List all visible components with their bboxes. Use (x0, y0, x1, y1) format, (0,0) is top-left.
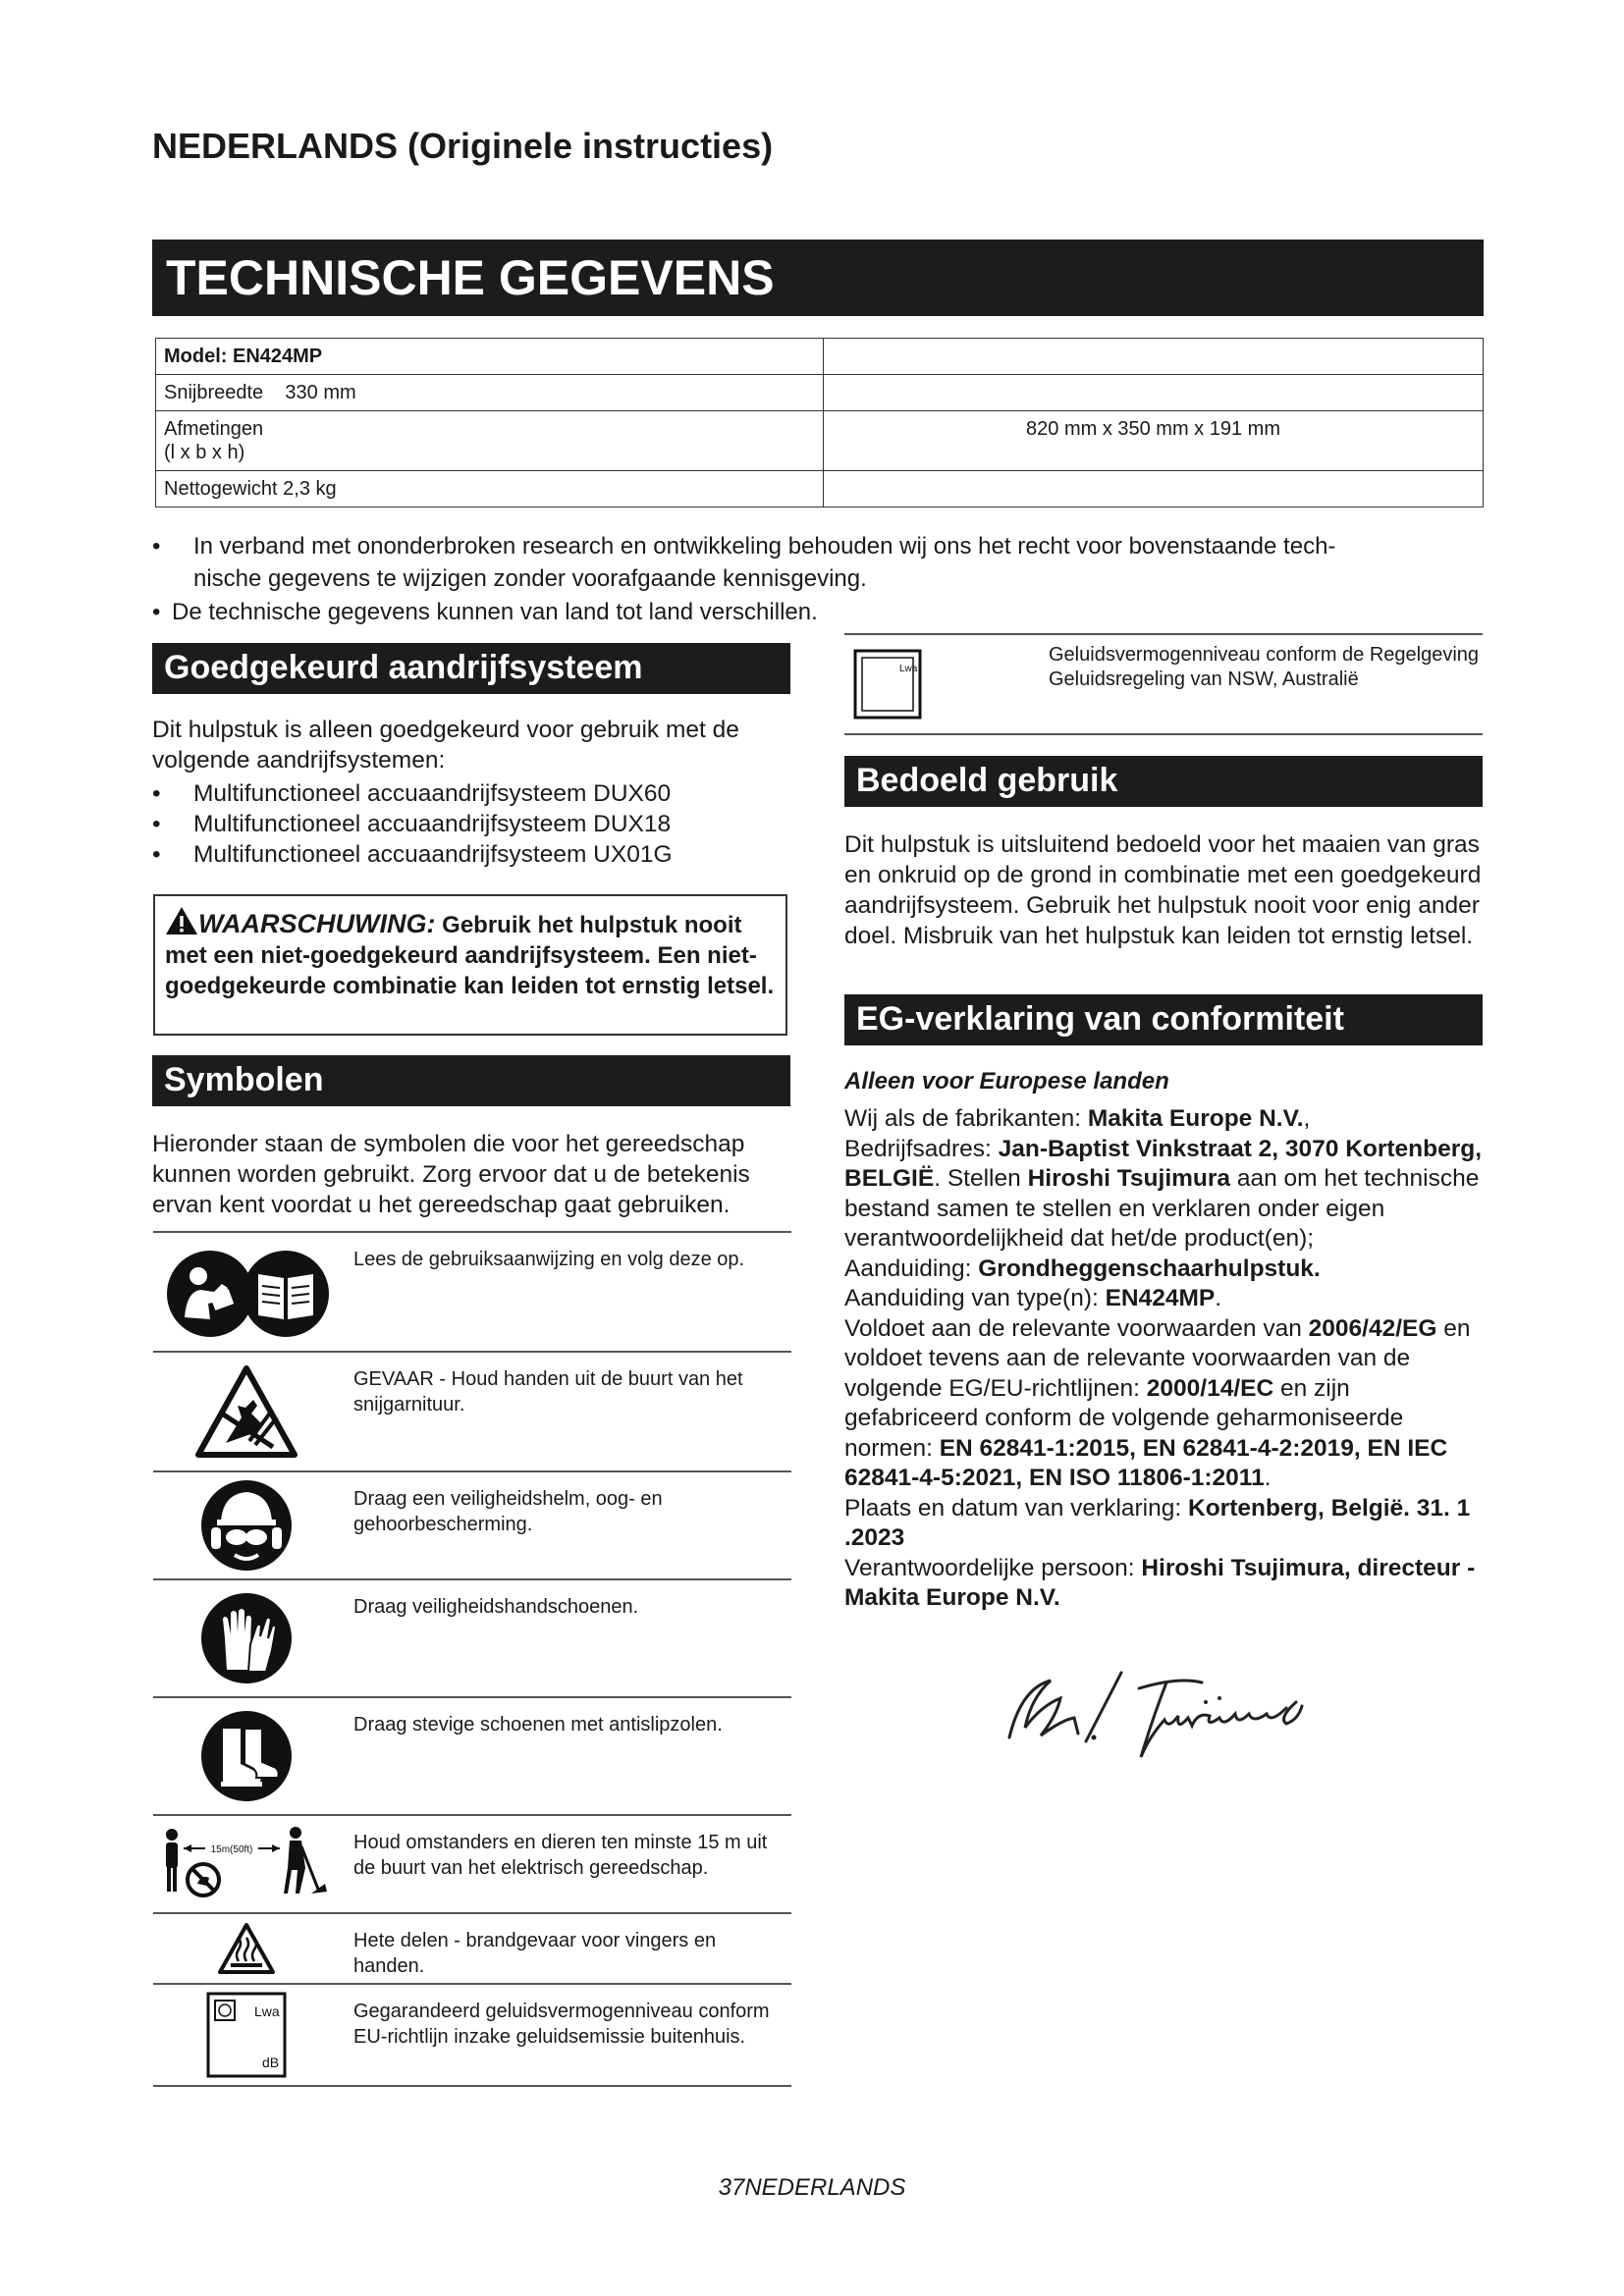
noise-unit: dB (262, 2055, 280, 2070)
spec-value (824, 471, 1484, 507)
nsw-top-rule (844, 633, 1483, 635)
spec-table (155, 338, 1484, 507)
conformity-subtitle: Alleen voor Europese landen (844, 1068, 1169, 1095)
intended-use-header: Bedoeld gebruik (844, 756, 1483, 807)
symbol-row (153, 1814, 791, 1912)
nsw-noise-icon-wrap (852, 648, 923, 725)
table-row (156, 411, 1484, 471)
compiler-name: Hiroshi Tsujimura (1027, 1165, 1231, 1192)
warning-triangle-icon (165, 906, 198, 935)
conformity-declaration: Wij als de fabrikanten: Makita Europe N.V., Bedrijfsadres: Jan-Baptist Vinkstraat 2, 3070 Kortenberg, BELGIË. Stellen Hiroshi Tsujimura aan om het technische bestand samen te stellen en verklaren onder eigen verantwoordelijkheid dat het/de product(en); Aanduiding: Grondheggenschaarhulpstuk. Aanduiding van type(n): EN424MP. Voldoet aan de relevante voorwaarden van 2006/42/EG en voldoet tevens aan de relevante voorwaarden van de volgende EG/EU-richtlijnen: 2000/14/EC en zijn gefabriceerd conform de volgende geharmoniseerde normen: EN 62841-1:2015, EN 62841-4-2:2019, EN IEC 62841-4-5:2021, EN ISO 11806-1:2011. Plaats en datum van verklaring: Kortenberg, België. 31. 1 .2023 Verantwoordelijke persoon: Hiroshi Tsujimura, directeur - Makita Europe N.V. (844, 1105, 1483, 1611)
technical-data-header: TECHNISCHE GEGEVENS (152, 240, 1484, 316)
symbols-header: Symbolen (152, 1055, 790, 1106)
symbol-description: Houd omstanders en dieren ten minste 15 m uit de buurt van het elektrisch gereedschap. (353, 1832, 768, 1879)
symbol-description: GEVAAR - Houd handen uit de buurt van het snijgarnituur. (353, 1368, 743, 1415)
noise-directive: 2000/14/EC (1146, 1374, 1274, 1402)
symbol-row (153, 1231, 791, 1351)
read-manual-icon (163, 1243, 330, 1341)
warning-text: Gebruik het hulpstuk nooit met een niet-goedgekeurd aandrijfsysteem. Een niet-goedgekeurde combinatie kan leiden tot ernstig letsel. (165, 912, 775, 999)
symbols-table (153, 1231, 791, 2087)
signature-image (992, 1659, 1335, 1772)
symbol-description: Gegarandeerd geluidsvermogenniveau conform EU-richtlijn inzake geluidsemissie buitenhuis. (353, 2001, 770, 2048)
spec-value: 820 mm x 350 mm x 191 mm (824, 411, 1484, 471)
table-row (156, 471, 1484, 507)
page-footer: 37NEDERLANDS (718, 2174, 906, 2201)
symbol-description: Lees de gebruiksaanwijzing en volg deze op. (353, 1249, 745, 1270)
table-row (156, 339, 1484, 375)
noise-level-eu-icon (205, 1991, 288, 2079)
symbols-table-bottom-rule (153, 2085, 791, 2087)
helmet-goggles-earmuffs-icon (197, 1476, 296, 1575)
symbol-description: Draag veiligheidshandschoenen. (353, 1596, 639, 1618)
place-and-date: Kortenberg, België. 31. 1 .2023 (844, 1494, 1471, 1551)
safety-gloves-icon (197, 1589, 296, 1687)
symbol-row (153, 1470, 791, 1578)
hot-surface-icon (217, 1922, 276, 1975)
conformity-header: EG-verklaring van conformiteit (844, 994, 1483, 1045)
nsw-noise-label: Lwa (899, 664, 918, 674)
symbol-description: Hete delen - brandgevaar voor vingers en handen. (353, 1930, 717, 1977)
distance-label: 15m(50ft) (210, 1844, 253, 1855)
nsw-bottom-rule (844, 733, 1483, 735)
symbol-row (153, 1912, 791, 1983)
spec-note-2: • De technische gegevens kunnen van land tot land verschillen. (152, 599, 818, 625)
responsible-person: Hiroshi Tsujimura, directeur - Makita Europe N.V. (844, 1554, 1476, 1611)
company-address: Jan-Baptist Vinkstraat 2, 3070 Kortenberg, BELGIË (844, 1135, 1483, 1192)
table-row (156, 375, 1484, 411)
symbol-row (153, 1578, 791, 1696)
list-item: • Multifunctioneel accuaandrijfsysteem UX01G (152, 841, 673, 868)
intended-use-text: Dit hulpstuk is uitsluitend bedoeld voor het maaien van gras en onkruid op de grond in combinatie met een goedgekeurd aandrijfsysteem. Gebruik het hulpstuk nooit voor enig ander doel. Misbruik van het hulpstuk kan leiden tot ernstig letsel. (844, 831, 1482, 949)
spec-label: Snijbreedte 330 mm (156, 375, 824, 411)
model-cell: Model: EN424MP (156, 339, 824, 375)
designation: Grondheggenschaarhulpstuk. (978, 1255, 1321, 1282)
spec-label: Afmetingen (l x b x h) (156, 411, 824, 471)
manufacturer-name: Makita Europe N.V. (1087, 1105, 1304, 1132)
symbols-intro: Hieronder staan de symbolen die voor het gereedschap kunnen worden gebruikt. Zorg ervoor dat u de betekenis ervan kent voordat u het gereedschap gaat gebruiken. (152, 1131, 750, 1218)
noise-label: Lwa (254, 2003, 280, 2019)
noise-level-nsw-icon (852, 648, 923, 721)
machinery-directive: 2006/42/EG (1308, 1314, 1437, 1342)
symbol-row (153, 1983, 791, 2085)
symbol-row (153, 1351, 791, 1470)
model-value-cell (824, 339, 1484, 375)
warning-box (153, 894, 787, 1036)
list-item: • Multifunctioneel accuaandrijfsysteem DUX18 (152, 811, 672, 837)
hand-cutting-danger-icon (192, 1362, 300, 1461)
approved-intro: Dit hulpstuk is alleen goedgekeurd voor gebruik met de volgende aandrijfsystemen: (152, 717, 739, 774)
nsw-noise-text: Geluidsvermogenniveau conform de Regelgeving Geluidsregeling van NSW, Australië (1049, 644, 1480, 690)
spec-value (824, 375, 1484, 411)
warning-label: WAARSCHUWING: (198, 909, 436, 938)
list-item: • Multifunctioneel accuaandrijfsysteem DUX60 (152, 780, 672, 807)
spec-note-1: • In verband met ononderbroken research en ontwikkeling behouden wij ons het recht voor bovenstaande tech- nische gegevens te wijzigen zonder voorafgaande kennisgeving. (152, 533, 1336, 592)
harmonised-standards: EN 62841-1:2015, EN 62841-4-2:2019, EN IEC 62841-4-5:2021, EN ISO 11806-1:2011 (844, 1434, 1448, 1491)
approved-systems-list (152, 778, 795, 870)
model-type: EN424MP (1105, 1285, 1216, 1311)
symbol-description: Draag stevige schoenen met antislipzolen. (353, 1714, 723, 1735)
safety-boots-icon (197, 1707, 296, 1805)
spec-label: Nettogewicht 2,3 kg (156, 471, 824, 507)
symbol-description: Draag een veiligheidshelm, oog- en gehoorbescherming. (353, 1488, 663, 1535)
language-title: NEDERLANDS (Originele instructies) (152, 126, 774, 166)
symbol-row (153, 1696, 791, 1814)
approved-system-header: Goedgekeurd aandrijfsysteem (152, 643, 790, 694)
keep-distance-icon (158, 1823, 335, 1905)
